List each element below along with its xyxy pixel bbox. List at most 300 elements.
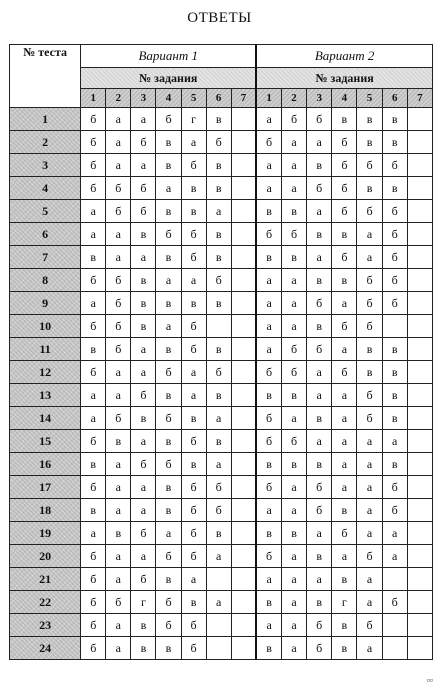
answer-cell-v1-task-5: б [181, 545, 206, 568]
answer-cell-v2-task-2: в [281, 246, 306, 269]
table-row [10, 154, 433, 177]
answer-cell-v2-task-2: б [281, 361, 306, 384]
answer-cell-v1-task-3: в [131, 637, 156, 660]
answer-cell-v1-task-5: б [181, 154, 206, 177]
answer-cell-v2-task-4: в [332, 269, 357, 292]
table-row [10, 177, 433, 200]
test-number: 12 [10, 361, 81, 384]
test-number: 7 [10, 246, 81, 269]
answer-cell-v1-task-5: в [181, 177, 206, 200]
answer-cell-v2-task-4: а [332, 430, 357, 453]
answer-cell-v2-task-4: б [332, 200, 357, 223]
answer-cell-v2-task-5: а [357, 591, 382, 614]
answer-cell-v2-task-2: а [281, 568, 306, 591]
answer-cell-v2-task-4: а [332, 384, 357, 407]
answer-cell-v2-task-1: б [256, 407, 281, 430]
answer-cell-v2-task-4: б [332, 177, 357, 200]
answer-cell-v1-task-4: в [156, 338, 181, 361]
answer-cell-v1-task-7 [231, 430, 256, 453]
answer-cell-v2-task-5: б [357, 154, 382, 177]
answer-cell-v1-task-1: б [81, 177, 106, 200]
table-row [10, 430, 433, 453]
answer-cell-v1-task-6: б [206, 476, 231, 499]
table-row [10, 499, 433, 522]
answer-cell-v1-task-2: б [106, 177, 131, 200]
answer-cell-v2-task-2: а [281, 315, 306, 338]
table-row [10, 545, 433, 568]
test-number-header: № теста [10, 45, 81, 108]
answer-cell-v1-task-2: а [106, 476, 131, 499]
answer-cell-v1-task-6: а [206, 591, 231, 614]
answer-cell-v1-task-5: в [181, 200, 206, 223]
answer-cell-v1-task-5: б [181, 223, 206, 246]
answer-cell-v1-task-7 [231, 637, 256, 660]
answer-cell-v1-task-6: а [206, 545, 231, 568]
test-number: 22 [10, 591, 81, 614]
test-number: 16 [10, 453, 81, 476]
answer-cell-v2-task-4: в [332, 108, 357, 131]
answer-cell-v1-task-4: в [156, 292, 181, 315]
answer-cell-v2-task-6: в [382, 108, 407, 131]
answer-cell-v1-task-4: в [156, 637, 181, 660]
answer-cell-v1-task-2: б [106, 292, 131, 315]
task-number-v2-4: 4 [332, 89, 357, 108]
answer-cell-v2-task-5: б [357, 384, 382, 407]
answer-cell-v2-task-5: в [357, 108, 382, 131]
answers-body [10, 108, 433, 660]
answer-cell-v2-task-4: б [332, 131, 357, 154]
answer-cell-v1-task-5: б [181, 430, 206, 453]
table-row [10, 568, 433, 591]
test-number: 13 [10, 384, 81, 407]
table-row [10, 522, 433, 545]
answer-cell-v2-task-5: в [357, 131, 382, 154]
answer-cell-v1-task-7 [231, 315, 256, 338]
answer-cell-v1-task-4: б [156, 223, 181, 246]
answer-cell-v1-task-6: а [206, 453, 231, 476]
answer-cell-v1-task-1: б [81, 315, 106, 338]
answer-cell-v1-task-1: б [81, 108, 106, 131]
answer-cell-v1-task-2: а [106, 453, 131, 476]
answer-cell-v2-task-4: б [332, 361, 357, 384]
answer-cell-v2-task-4: б [332, 315, 357, 338]
answer-cell-v2-task-3: а [307, 568, 332, 591]
answer-cell-v1-task-1: б [81, 131, 106, 154]
answer-cell-v2-task-3: б [307, 338, 332, 361]
answer-cell-v2-task-4: а [332, 292, 357, 315]
answer-cell-v2-task-6: б [382, 246, 407, 269]
answer-cell-v1-task-3: в [131, 315, 156, 338]
answer-cell-v1-task-6: б [206, 499, 231, 522]
answer-cell-v1-task-3: а [131, 430, 156, 453]
answer-cell-v1-task-7 [231, 545, 256, 568]
answer-cell-v1-task-2: а [106, 384, 131, 407]
table-row [10, 292, 433, 315]
answer-cell-v2-task-6 [382, 568, 407, 591]
answer-cell-v2-task-7 [407, 476, 432, 499]
task-number-v1-3: 3 [131, 89, 156, 108]
answer-cell-v1-task-1: б [81, 476, 106, 499]
answer-cell-v1-task-5: б [181, 476, 206, 499]
answer-cell-v1-task-4: в [156, 568, 181, 591]
answer-cell-v2-task-2: а [281, 499, 306, 522]
answer-cell-v1-task-6: в [206, 108, 231, 131]
answer-cell-v2-task-3: б [307, 499, 332, 522]
answer-cell-v1-task-6: в [206, 246, 231, 269]
answer-cell-v1-task-3: а [131, 361, 156, 384]
answer-cell-v2-task-6: б [382, 269, 407, 292]
answer-cell-v1-task-6: в [206, 338, 231, 361]
answer-cell-v1-task-3: а [131, 545, 156, 568]
answer-cell-v2-task-5: б [357, 407, 382, 430]
answer-cell-v2-task-1: в [256, 522, 281, 545]
answer-cell-v2-task-1: в [256, 453, 281, 476]
answer-cell-v2-task-6 [382, 315, 407, 338]
answer-cell-v1-task-4: в [156, 476, 181, 499]
answer-cell-v2-task-2: а [281, 292, 306, 315]
answer-cell-v1-task-5: в [181, 407, 206, 430]
answer-cell-v1-task-1: а [81, 200, 106, 223]
answer-cell-v1-task-4: в [156, 200, 181, 223]
answer-cell-v2-task-1: в [256, 200, 281, 223]
answer-cell-v1-task-3: в [131, 292, 156, 315]
answer-cell-v2-task-1: б [256, 223, 281, 246]
test-number: 4 [10, 177, 81, 200]
answer-cell-v1-task-4: б [156, 108, 181, 131]
answer-cell-v1-task-2: б [106, 200, 131, 223]
answer-cell-v1-task-5: б [181, 246, 206, 269]
answer-cell-v1-task-2: а [106, 223, 131, 246]
answer-cell-v2-task-7 [407, 591, 432, 614]
answer-cell-v1-task-3: в [131, 407, 156, 430]
answer-cell-v1-task-2: а [106, 568, 131, 591]
answer-cell-v1-task-3: б [131, 131, 156, 154]
answer-cell-v2-task-6: в [382, 384, 407, 407]
answer-cell-v1-task-6: б [206, 361, 231, 384]
answer-cell-v2-task-7 [407, 430, 432, 453]
answer-cell-v1-task-6: в [206, 177, 231, 200]
answer-cell-v1-task-1: б [81, 361, 106, 384]
answer-cell-v2-task-6 [382, 614, 407, 637]
test-number: 9 [10, 292, 81, 315]
answer-cell-v2-task-6: в [382, 177, 407, 200]
answer-cell-v2-task-3: б [307, 292, 332, 315]
answer-cell-v2-task-5: б [357, 200, 382, 223]
answer-cell-v2-task-4: б [332, 246, 357, 269]
answer-cell-v1-task-3: б [131, 522, 156, 545]
answer-cell-v2-task-6: в [382, 361, 407, 384]
answer-cell-v2-task-4: в [332, 637, 357, 660]
answer-cell-v2-task-1: а [256, 338, 281, 361]
answer-cell-v2-task-1: а [256, 154, 281, 177]
task-number-v1-2: 2 [106, 89, 131, 108]
answer-cell-v1-task-6: в [206, 522, 231, 545]
answer-cell-v1-task-3: б [131, 384, 156, 407]
answer-cell-v2-task-7 [407, 177, 432, 200]
answer-cell-v2-task-7 [407, 131, 432, 154]
answer-cell-v2-task-6: б [382, 591, 407, 614]
answer-cell-v2-task-1: б [256, 430, 281, 453]
answer-cell-v1-task-6: б [206, 131, 231, 154]
answer-cell-v1-task-5: в [181, 591, 206, 614]
answer-cell-v1-task-1: а [81, 292, 106, 315]
answer-cell-v1-task-3: а [131, 499, 156, 522]
answer-cell-v1-task-4: б [156, 453, 181, 476]
answer-cell-v2-task-3: б [307, 637, 332, 660]
answer-cell-v1-task-7 [231, 568, 256, 591]
answer-cell-v2-task-3: б [307, 177, 332, 200]
answer-cell-v1-task-4: в [156, 246, 181, 269]
answer-cell-v1-task-2: а [106, 614, 131, 637]
answer-cell-v1-task-4: а [156, 177, 181, 200]
answer-cell-v2-task-3: б [307, 614, 332, 637]
table-row [10, 200, 433, 223]
answer-cell-v2-task-6: в [382, 131, 407, 154]
answer-cell-v1-task-7 [231, 338, 256, 361]
variant-2-header: Вариант 2 [256, 45, 432, 68]
answer-cell-v2-task-1: а [256, 292, 281, 315]
task-number-v1-4: 4 [156, 89, 181, 108]
answer-cell-v2-task-6: а [382, 430, 407, 453]
answer-cell-v2-task-4: г [332, 591, 357, 614]
answer-cell-v2-task-5: а [357, 453, 382, 476]
answer-cell-v1-task-1: б [81, 545, 106, 568]
answer-cell-v1-task-2: б [106, 591, 131, 614]
answer-cell-v2-task-3: а [307, 384, 332, 407]
answer-cell-v2-task-5: а [357, 499, 382, 522]
answer-cell-v2-task-4: б [332, 522, 357, 545]
answer-cell-v1-task-7 [231, 361, 256, 384]
answer-cell-v2-task-1: а [256, 614, 281, 637]
task-number-v1-7: 7 [231, 89, 256, 108]
answer-cell-v1-task-1: в [81, 453, 106, 476]
answer-cell-v1-task-6 [206, 614, 231, 637]
answer-cell-v2-task-7 [407, 637, 432, 660]
answer-cell-v2-task-5: а [357, 637, 382, 660]
answer-cell-v2-task-1: в [256, 637, 281, 660]
answer-cell-v2-task-5: в [357, 338, 382, 361]
answer-cell-v1-task-7 [231, 522, 256, 545]
answer-cell-v2-task-2: б [281, 223, 306, 246]
answer-cell-v1-task-5: б [181, 315, 206, 338]
answer-cell-v2-task-1: а [256, 568, 281, 591]
answer-cell-v1-task-2: а [106, 361, 131, 384]
answer-cell-v1-task-4: б [156, 407, 181, 430]
answer-cell-v2-task-1: б [256, 131, 281, 154]
answer-cell-v1-task-2: а [106, 637, 131, 660]
answer-cell-v2-task-6: б [382, 154, 407, 177]
answer-cell-v1-task-3: б [131, 568, 156, 591]
answer-cell-v1-task-1: б [81, 637, 106, 660]
answer-cell-v2-task-6: в [382, 453, 407, 476]
answer-cell-v2-task-1: а [256, 315, 281, 338]
answer-cell-v1-task-1: б [81, 154, 106, 177]
answer-cell-v1-task-7 [231, 131, 256, 154]
answer-cell-v1-task-6 [206, 637, 231, 660]
answer-cell-v2-task-6: б [382, 476, 407, 499]
test-number: 23 [10, 614, 81, 637]
answer-cell-v2-task-6: в [382, 407, 407, 430]
answer-cell-v1-task-2: а [106, 154, 131, 177]
answer-cell-v2-task-1: а [256, 499, 281, 522]
answer-cell-v2-task-7 [407, 499, 432, 522]
answer-cell-v2-task-3: б [307, 476, 332, 499]
answer-cell-v1-task-7 [231, 384, 256, 407]
test-number: 24 [10, 637, 81, 660]
answer-cell-v2-task-3: а [307, 361, 332, 384]
test-number: 6 [10, 223, 81, 246]
variant-1-task-label: № задания [81, 68, 257, 89]
answer-cell-v1-task-4: в [156, 430, 181, 453]
answer-cell-v1-task-7 [231, 177, 256, 200]
answer-cell-v2-task-2: б [281, 430, 306, 453]
answer-cell-v1-task-1: а [81, 384, 106, 407]
answer-cell-v1-task-4: в [156, 131, 181, 154]
answer-cell-v2-task-2: а [281, 591, 306, 614]
test-number: 15 [10, 430, 81, 453]
answer-cell-v1-task-5: б [181, 614, 206, 637]
answer-cell-v1-task-4: б [156, 361, 181, 384]
table-row [10, 315, 433, 338]
answer-cell-v1-task-6 [206, 315, 231, 338]
answer-cell-v2-task-6: а [382, 522, 407, 545]
answer-cell-v1-task-7 [231, 407, 256, 430]
answer-cell-v2-task-3: в [307, 223, 332, 246]
answer-cell-v1-task-7 [231, 154, 256, 177]
answer-cell-v2-task-5: б [357, 269, 382, 292]
answer-cell-v1-task-2: б [106, 407, 131, 430]
answer-cell-v2-task-6: б [382, 200, 407, 223]
answer-cell-v2-task-7 [407, 292, 432, 315]
answer-cell-v1-task-2: б [106, 269, 131, 292]
answer-cell-v2-task-5: а [357, 246, 382, 269]
answer-cell-v2-task-2: а [281, 637, 306, 660]
answer-cell-v1-task-6: в [206, 292, 231, 315]
answer-cell-v1-task-1: б [81, 568, 106, 591]
test-number: 18 [10, 499, 81, 522]
answer-cell-v1-task-7 [231, 246, 256, 269]
task-number-v2-3: 3 [307, 89, 332, 108]
task-number-v2-2: 2 [281, 89, 306, 108]
answer-cell-v2-task-1: в [256, 384, 281, 407]
answer-cell-v1-task-4: в [156, 384, 181, 407]
answer-cell-v1-task-3: г [131, 591, 156, 614]
answer-cell-v2-task-7 [407, 407, 432, 430]
answer-cell-v2-task-3: а [307, 131, 332, 154]
answer-cell-v1-task-4: в [156, 499, 181, 522]
answer-cell-v1-task-5: а [181, 269, 206, 292]
answer-cell-v2-task-2: в [281, 384, 306, 407]
answer-cell-v2-task-1: б [256, 361, 281, 384]
answer-cell-v2-task-7 [407, 315, 432, 338]
test-number: 17 [10, 476, 81, 499]
answer-cell-v1-task-5: б [181, 338, 206, 361]
answer-cell-v1-task-6 [206, 568, 231, 591]
answer-cell-v2-task-5: б [357, 545, 382, 568]
answer-cell-v1-task-6: в [206, 223, 231, 246]
answer-cell-v1-task-4: а [156, 315, 181, 338]
answer-cell-v2-task-5: в [357, 361, 382, 384]
answer-cell-v1-task-5: а [181, 568, 206, 591]
answer-cell-v2-task-4: а [332, 407, 357, 430]
table-row [10, 131, 433, 154]
answer-cell-v1-task-5: г [181, 108, 206, 131]
answer-cell-v2-task-7 [407, 453, 432, 476]
answer-cell-v2-task-6: б [382, 499, 407, 522]
task-number-v2-5: 5 [357, 89, 382, 108]
answer-cell-v2-task-6: б [382, 292, 407, 315]
answer-cell-v2-task-2: в [281, 453, 306, 476]
answer-cell-v1-task-5: а [181, 361, 206, 384]
variant-1-header: Вариант 1 [81, 45, 257, 68]
answer-cell-v1-task-1: б [81, 591, 106, 614]
answers-table [9, 44, 433, 660]
answer-cell-v1-task-1: в [81, 246, 106, 269]
answer-cell-v1-task-7 [231, 292, 256, 315]
answer-cell-v1-task-7 [231, 200, 256, 223]
answer-cell-v1-task-5: в [181, 292, 206, 315]
answer-cell-v1-task-7 [231, 614, 256, 637]
answer-cell-v1-task-1: а [81, 223, 106, 246]
task-number-v1-6: 6 [206, 89, 231, 108]
answer-cell-v2-task-2: а [281, 154, 306, 177]
answer-cell-v1-task-6: в [206, 384, 231, 407]
answer-cell-v1-task-7 [231, 453, 256, 476]
answer-cell-v2-task-3: в [307, 269, 332, 292]
answer-cell-v1-task-3: б [131, 200, 156, 223]
table-row [10, 614, 433, 637]
table-row [10, 476, 433, 499]
answer-cell-v1-task-3: в [131, 223, 156, 246]
answer-cell-v2-task-4: а [332, 338, 357, 361]
table-row [10, 453, 433, 476]
answer-cell-v1-task-4: в [156, 154, 181, 177]
answer-cell-v2-task-7 [407, 614, 432, 637]
answer-cell-v2-task-1: в [256, 591, 281, 614]
test-number: 19 [10, 522, 81, 545]
answer-cell-v1-task-3: а [131, 154, 156, 177]
variant-2-task-label: № задания [256, 68, 432, 89]
test-number: 5 [10, 200, 81, 223]
answer-cell-v1-task-4: а [156, 522, 181, 545]
table-row [10, 361, 433, 384]
answer-cell-v1-task-2: б [106, 338, 131, 361]
answer-cell-v1-task-3: а [131, 108, 156, 131]
answer-cell-v2-task-5: в [357, 177, 382, 200]
answer-cell-v1-task-2: а [106, 246, 131, 269]
answer-cell-v2-task-3: б [307, 108, 332, 131]
answer-cell-v2-task-4: а [332, 453, 357, 476]
answer-cell-v1-task-6: в [206, 430, 231, 453]
answer-cell-v2-task-6: в [382, 338, 407, 361]
answer-cell-v1-task-7 [231, 476, 256, 499]
answer-cell-v2-task-7 [407, 361, 432, 384]
answer-cell-v2-task-3: в [307, 407, 332, 430]
answer-cell-v2-task-7 [407, 568, 432, 591]
answer-cell-v2-task-2: б [281, 108, 306, 131]
answer-cell-v2-task-3: а [307, 200, 332, 223]
answer-cell-v1-task-6: в [206, 154, 231, 177]
answer-cell-v1-task-3: а [131, 246, 156, 269]
answer-cell-v2-task-2: в [281, 522, 306, 545]
answer-cell-v2-task-2: в [281, 200, 306, 223]
answer-cell-v2-task-4: в [332, 614, 357, 637]
answer-cell-v2-task-5: б [357, 315, 382, 338]
answer-cell-v2-task-7 [407, 154, 432, 177]
answer-cell-v1-task-6: а [206, 200, 231, 223]
answer-cell-v1-task-1: б [81, 269, 106, 292]
table-row [10, 338, 433, 361]
